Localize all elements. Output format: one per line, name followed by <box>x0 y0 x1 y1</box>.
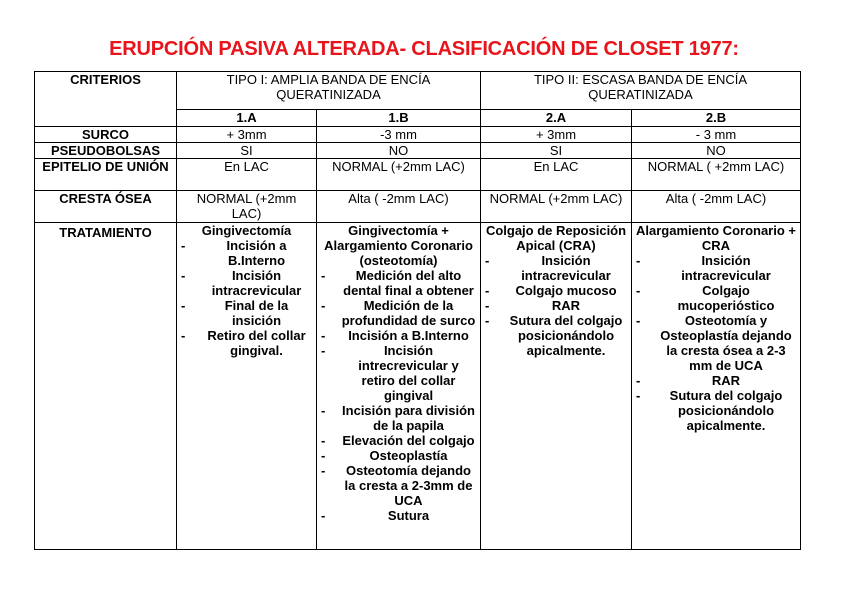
treatment-cell <box>177 223 317 550</box>
treatment-title: Gingivectomía <box>201 223 292 238</box>
list-item: - Incisión para división de la papila <box>321 403 476 433</box>
page-title: ERUPCIÓN PASIVA ALTERADA- CLASIFICACIÓN DE CLOSET 1977: <box>109 38 739 60</box>
list-item: - Sutura del colgajo posicionándolo apicalmente. <box>636 388 796 433</box>
tipo-1-header: TIPO I: AMPLIA BANDA DE ENCÍA QUERATINIZADA <box>177 72 481 110</box>
treatment-cell <box>481 223 632 550</box>
list-item: - Incisión intrecrevicular y retiro del collar gingival <box>321 343 476 403</box>
cell-pseudobolsas-1b: NO <box>317 143 481 159</box>
list-item: - Osteotomía y Osteoplastía dejando la cresta ósea a 2-3 mm de UCA <box>636 313 796 373</box>
row-surco <box>35 127 801 143</box>
list-item: - Colgajo mucoso <box>485 283 627 298</box>
cell-epitelio-2b: NORMAL ( +2mm LAC) <box>632 159 801 191</box>
tipo-2-header: TIPO II: ESCASA BANDA DE ENCÍA QUERATINIZADA <box>481 72 801 110</box>
list-item: - Osteotomía dejando la cresta a 2-3mm de UCA <box>321 463 476 508</box>
classification-table <box>34 71 801 550</box>
list-item: - RAR <box>636 373 796 388</box>
row-label-surco: SURCO <box>35 127 177 143</box>
list-item: - Incisión intracrevicular <box>181 268 312 298</box>
row-pseudobolsas <box>35 143 801 159</box>
cell-pseudobolsas-1a: SI <box>177 143 317 159</box>
treatment-title: Colgajo de Reposición Apical (CRA) <box>485 223 627 253</box>
cell-cresta-2b: Alta ( -2mm LAC) <box>632 191 801 223</box>
row-label-epitelio: EPITELIO DE UNIÓN <box>35 159 177 191</box>
list-item: - Incisión a B.Interno <box>321 328 476 343</box>
treatment-cell <box>632 223 801 550</box>
list-item: - Medición del alto dental final a obtener <box>321 268 476 298</box>
list-item: - RAR <box>485 298 627 313</box>
row-label-pseudobolsas: PSEUDOBOLSAS <box>35 143 177 159</box>
cell-cresta-2a: NORMAL (+2mm LAC) <box>481 191 632 223</box>
row-epitelio <box>35 159 801 191</box>
subheader-2a: 2.A <box>481 110 632 127</box>
subheader-1a: 1.A <box>177 110 317 127</box>
treatment-list <box>321 268 476 523</box>
treatment-title: Gingivectomía + Alargamiento Coronario (osteotomía) <box>324 223 473 268</box>
row-label-tratamiento: TRATAMIENTO <box>35 223 177 550</box>
row-label-cresta: CRESTA ÓSEA <box>35 191 177 223</box>
cell-pseudobolsas-2a: SI <box>481 143 632 159</box>
treatment-cell <box>317 223 481 550</box>
list-item: - Incisión a B.Interno <box>181 238 312 268</box>
row-tratamiento <box>35 223 801 550</box>
subheader-2b: 2.B <box>632 110 801 127</box>
cell-pseudobolsas-2b: NO <box>632 143 801 159</box>
cell-cresta-1a: NORMAL (+2mm LAC) <box>177 191 317 223</box>
cell-surco-1b: -3 mm <box>317 127 481 143</box>
list-item: - Retiro del collar gingival. <box>181 328 312 358</box>
list-item: - Insición intracrevicular <box>636 253 796 283</box>
treatment-title: Alargamiento Coronario + CRA <box>636 223 796 253</box>
list-item: - Sutura del colgajo posicionándolo apicalmente. <box>485 313 627 358</box>
cell-surco-2a: + 3mm <box>481 127 632 143</box>
cell-epitelio-1b: NORMAL (+2mm LAC) <box>317 159 481 191</box>
row-cresta <box>35 191 801 223</box>
treatment-list <box>181 238 312 358</box>
subheader-1b: 1.B <box>317 110 481 127</box>
treatment-list <box>636 253 796 433</box>
cell-surco-1a: + 3mm <box>177 127 317 143</box>
list-item: - Colgajo mucoperióstico <box>636 283 796 313</box>
cell-surco-2b: - 3 mm <box>632 127 801 143</box>
treatment-list <box>485 253 627 358</box>
header-row <box>35 72 801 110</box>
list-item: - Sutura <box>321 508 476 523</box>
list-item: - Elevación del colgajo <box>321 433 476 448</box>
criterios-header: CRITERIOS <box>35 72 177 127</box>
list-item: - Insición intracrevicular <box>485 253 627 283</box>
list-item: - Final de la insición <box>181 298 312 328</box>
cell-epitelio-1a: En LAC <box>177 159 317 191</box>
cell-cresta-1b: Alta ( -2mm LAC) <box>317 191 481 223</box>
list-item: - Medición de la profundidad de surco <box>321 298 476 328</box>
list-item: - Osteoplastía <box>321 448 476 463</box>
cell-epitelio-2a: En LAC <box>481 159 632 191</box>
